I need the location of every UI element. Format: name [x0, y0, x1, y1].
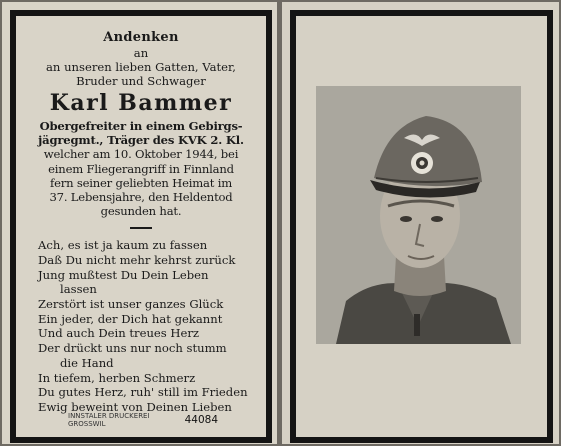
- detail-line-1: welcher am 10. Oktober 1944, bei: [43, 147, 239, 162]
- deceased-name: Karl Bammer: [49, 90, 233, 117]
- portrait-illustration: [316, 86, 521, 344]
- left-page: [2, 2, 277, 444]
- detail-line-5: gesunden hat.: [100, 203, 182, 218]
- detail-line-2: einem Fliegerangriff in Finnland: [48, 161, 234, 176]
- printer-footer: [68, 412, 218, 428]
- intro-line-2: an unseren lieben Gatten, Vater,: [46, 60, 236, 74]
- divider-rule: [130, 227, 152, 229]
- printer-name: INNSTALER DRUCKEREI GROSSWIL: [68, 412, 150, 428]
- poem-line: Daß Du nicht mehr kehrst zurück: [38, 252, 236, 267]
- intro-line-3: Bruder und Schwager: [76, 74, 206, 89]
- memorial-poem: [18, 238, 264, 415]
- memorial-text: [18, 16, 264, 415]
- soldier-portrait-photo: [316, 86, 521, 344]
- rank-line-1: Obergefreiter in einem Gebirgs-: [39, 119, 243, 134]
- poem-line: lassen: [60, 282, 97, 297]
- rank-line-2: jägregmt., Träger des KVK 2. Kl.: [38, 133, 244, 148]
- poem-line: In tiefem, herben Schmerz: [38, 370, 196, 385]
- poem-line: Und auch Dein treues Herz: [38, 326, 200, 341]
- card-number: 44084: [184, 414, 218, 426]
- card-header: Andenken: [103, 30, 179, 45]
- poem-line: Ewig beweint von Deinen Lieben: [38, 400, 232, 414]
- poem-line: die Hand: [60, 355, 114, 370]
- detail-line-4: 37. Lebensjahre, den Heldentod: [49, 189, 233, 204]
- poem-line: Du gutes Herz, ruh' still im Frieden: [38, 385, 248, 400]
- right-page: [282, 2, 559, 444]
- poem-line: Jung mußtest Du Dein Leben: [38, 267, 209, 282]
- poem-line: Der drückt uns nur noch stumm: [38, 341, 227, 356]
- poem-line: Ach, es ist ja kaum zu fassen: [38, 238, 208, 253]
- detail-line-3: fern seiner geliebten Heimat im: [49, 175, 232, 190]
- intro-line-1: an: [133, 45, 149, 60]
- poem-line: Ein jeder, der Dich hat gekannt: [38, 311, 223, 326]
- poem-line: Zerstört ist unser ganzes Glück: [38, 296, 224, 311]
